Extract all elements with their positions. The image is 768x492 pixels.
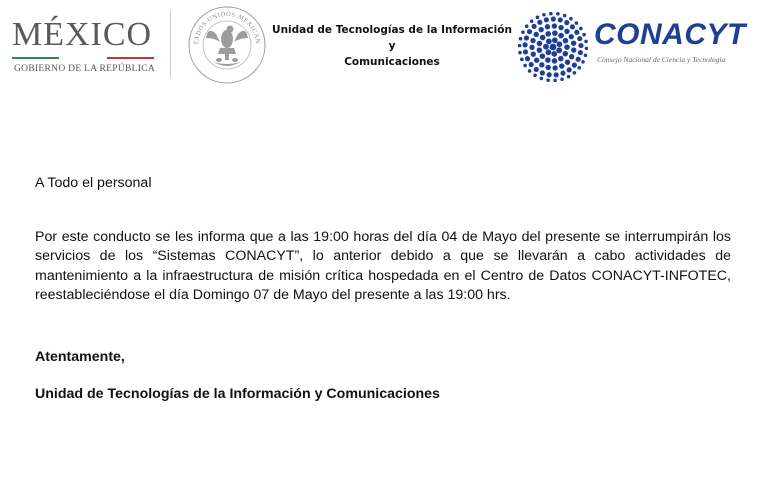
logo-divider [170,10,171,78]
mexico-government-logo [6,14,156,76]
coat-of-arms-seal-icon [186,4,268,86]
unit-title-line1: Unidad de Tecnologías de la Información y [272,24,512,52]
mexico-wordmark: MÉXICO [12,16,153,53]
letterhead [0,0,768,90]
unit-title-line2: Comunicaciones [344,56,440,68]
conacyt-wordmark: CONACYT [594,18,746,51]
dotted-globe-logo-icon [518,12,588,82]
tricolor-rule [12,57,154,59]
unit-title [268,22,516,70]
closing: Atentamente, [35,348,125,365]
seal-ring-text: TADOS UNIDOS MEXICAN [192,10,262,46]
mexico-subtitle: GOBIERNO DE LA REPÚBLICA [14,64,155,74]
notice-body: Por este conducto se les informa que a las 19:00 horas del día 04 de Mayo del presente se interrumpirán los servicios de los “Sistemas CONACYT”, lo anterior debido a que se llevarán a cabo actividades de mantenimiento a la infraestructura de misión crítica hospedada en el Centro de Datos CONACYT-INFOTEC, reestableciéndose el día Domingo 07 de Mayo del presente a las 19:00 hrs. [35,228,731,303]
greeting: A Todo el personal [35,175,152,191]
conacyt-subtitle: Consejo Nacional de Ciencia y Tecnología [597,55,726,64]
signature: Unidad de Tecnologías de la Información y Comunicaciones [35,386,440,402]
notice-letter [35,174,731,405]
